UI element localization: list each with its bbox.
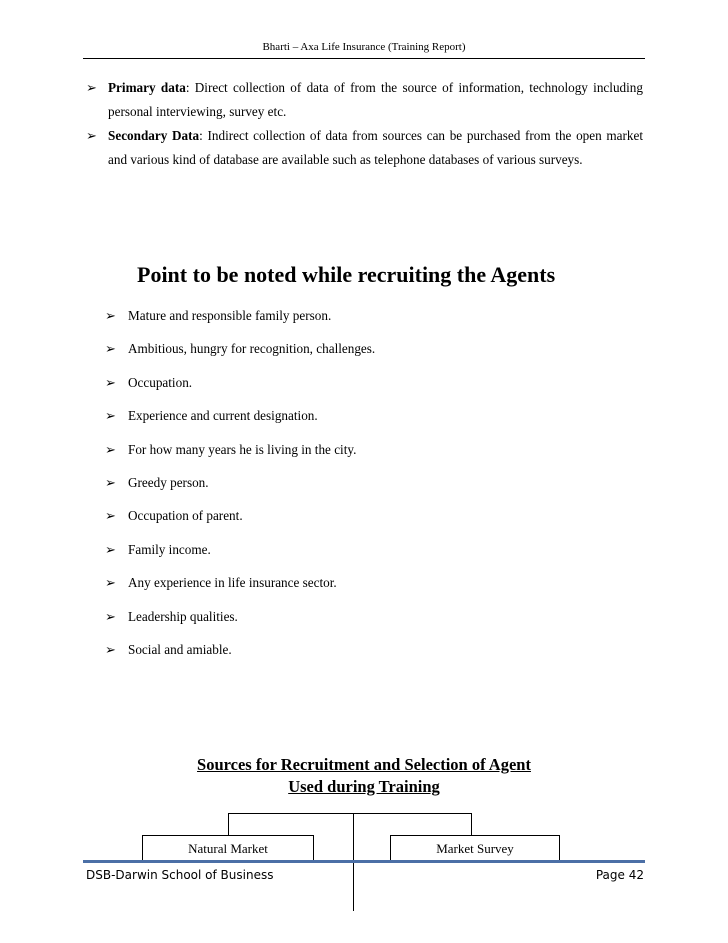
secondary-data-paragraph [108, 124, 643, 172]
diagram-left-connector [228, 813, 229, 835]
list-item-text: Experience and current designation. [128, 408, 318, 424]
bullet-arrow-icon: ➢ [105, 641, 117, 657]
list-item-text: Any experience in life insurance sector. [128, 575, 337, 591]
diagram-title-line1: Sources for Recruitment and Selection of Agent [197, 755, 531, 774]
bullet-arrow-icon: ➢ [105, 608, 117, 624]
bullet-arrow-icon: ➢ [105, 441, 117, 457]
list-item-text: Mature and responsible family person. [128, 308, 332, 323]
bullet-arrow-icon: ➢ [105, 508, 117, 524]
natural-market-box: Natural Market [142, 835, 314, 862]
list-item-text: Family income. [128, 541, 211, 557]
list-item [105, 540, 375, 573]
list-item [105, 339, 375, 372]
list-item [105, 406, 375, 439]
footer-school-name: DSB-Darwin School of Business [86, 868, 274, 882]
list-item [105, 573, 375, 606]
secondary-data-text: : Indirect collection of data from sources can be purchased from the open market and various kind of database are available such as telephone databases of various surveys. [108, 128, 644, 167]
list-item-text: For how many years he is living in the city. [128, 441, 357, 457]
bullet-arrow-icon: ➢ [105, 374, 117, 390]
market-survey-box: Market Survey [390, 835, 560, 862]
header-title: Bharti – Axa Life Insurance (Training Report) [262, 41, 466, 53]
list-item-text: Occupation of parent. [128, 508, 243, 524]
list-item [105, 607, 375, 640]
bullet-arrow-icon: ➢ [105, 575, 117, 591]
list-item-text: Social and amiable. [128, 641, 232, 657]
list-item-text: Occupation. [128, 374, 193, 390]
header-rule [83, 58, 645, 59]
list-item-text: Greedy person. [128, 474, 209, 490]
bullet-arrow-icon: ➢ [105, 408, 117, 424]
list-item-text: Leadership qualities. [128, 608, 238, 624]
diagram-right-connector [471, 813, 472, 835]
bullet-arrow-icon: ➢ [86, 128, 97, 143]
list-item-text: Ambitious, hungry for recognition, challenges. [128, 341, 376, 357]
list-item [105, 306, 375, 339]
list-item [105, 640, 375, 673]
section-title: Point to be noted while recruiting the Agents [137, 262, 556, 287]
bullet-arrow-icon: ➢ [105, 341, 117, 357]
bullet-arrow-icon: ➢ [105, 541, 117, 557]
bullet-arrow-icon: ➢ [105, 474, 117, 490]
diagram-branch-line [228, 813, 472, 814]
diagram-title-line2: Used during Training [288, 777, 440, 796]
primary-data-term: Primary data [108, 80, 186, 95]
bullet-arrow-icon: ➢ [86, 80, 97, 95]
list-item [105, 373, 375, 406]
page-number: Page 42 [595, 868, 644, 882]
list-item [105, 473, 375, 506]
list-item [105, 506, 375, 539]
bullet-arrow-icon: ➢ [105, 308, 117, 323]
primary-data-text: : Direct collection of data of from the source of information, technology including personal interviewing, survey etc. [108, 80, 643, 119]
footer-rule [83, 860, 645, 863]
secondary-data-term: Secondary Data [108, 128, 200, 143]
primary-data-paragraph [108, 76, 643, 124]
list-item [105, 440, 375, 473]
recruiting-points-list [105, 306, 375, 673]
